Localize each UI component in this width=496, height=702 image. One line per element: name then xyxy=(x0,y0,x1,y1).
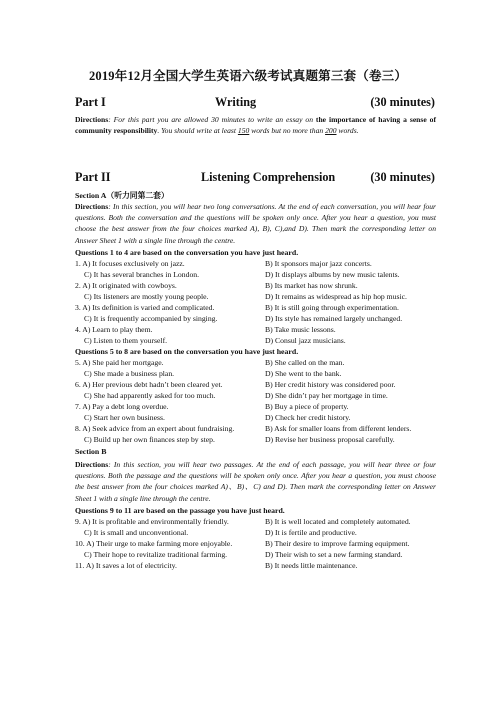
option-a: 11. A) It saves a lot of electricity. xyxy=(75,561,177,570)
essay-topic: the importance of having a sense of community responsibility xyxy=(75,115,436,136)
option-b: B) Their desire to improve farming equipment. xyxy=(265,539,410,548)
option-d: D) Its style has remained largely unchanged. xyxy=(265,314,403,323)
question-row xyxy=(75,380,436,391)
option-c: C) Build up her own finances step by step. xyxy=(84,435,215,444)
part2-label: Part II xyxy=(75,170,111,184)
option-b: B) Take music lessons. xyxy=(265,325,336,334)
option-a: 2. A) It originated with cowboys. xyxy=(75,281,177,290)
part1-label: Part I xyxy=(75,95,106,109)
option-d: D) Consul jazz musicians. xyxy=(265,336,346,345)
option-c: C) Its listeners are mostly young people. xyxy=(84,292,209,301)
question-row xyxy=(75,325,436,336)
option-b: B) Buy a piece of property. xyxy=(265,402,349,411)
question-row xyxy=(75,336,436,347)
option-a: 10. A) Their urge to make farming more enjoyable. xyxy=(75,539,233,548)
question-row xyxy=(75,292,436,303)
option-a: 9. A) It is profitable and environmentally friendly. xyxy=(75,517,229,526)
option-c: C) It is small and unconventional. xyxy=(84,528,189,537)
part2-header xyxy=(75,170,435,188)
option-a: 8. A) Seek advice from an expert about fundraising. xyxy=(75,424,235,433)
option-d: D) Check her credit history. xyxy=(265,413,351,422)
option-c: C) Listen to them yourself. xyxy=(84,336,168,345)
question-row xyxy=(75,517,436,528)
option-d: D) It displays albums by new music talents. xyxy=(265,270,400,279)
option-a: 3. A) Its definition is varied and complicated. xyxy=(75,303,215,312)
part2-name: Listening Comprehension xyxy=(201,170,336,184)
option-a: 6. A) Her previous debt hadn’t been cleared yet. xyxy=(75,380,223,389)
question-row xyxy=(75,303,436,314)
option-b: B) Her credit history was considered poor. xyxy=(265,380,396,389)
option-c: C) Start her own business. xyxy=(84,413,165,422)
option-b: B) She called on the man. xyxy=(265,358,345,367)
question-group-heading: Questions 5 to 8 are based on the conversation you have just heard. xyxy=(75,347,299,356)
question-row xyxy=(75,402,436,413)
option-b: B) It sponsors major jazz concerts. xyxy=(265,259,372,268)
option-d: D) Revise her business proposal carefully. xyxy=(265,435,395,444)
option-d: D) It remains as widespread as hip hop music. xyxy=(265,292,407,301)
part1-directions-label: Directions xyxy=(75,115,109,124)
section-a-directions: Directions: In this section, you will hear two long conversations. At the end of each conversation, you will hear four questions. Both the conversation and the questions will be spoken only once. After you hear a question, you must choose the best answer from the four choices marked A), B), C),and D). Then mark the corresponding letter on Answer Sheet 1 with a single line through the centre. xyxy=(75,202,436,245)
option-c: C) Their hope to revitalize traditional farming. xyxy=(84,550,228,559)
question-row xyxy=(75,281,436,292)
option-a: 7. A) Pay a debt long overdue. xyxy=(75,402,169,411)
option-a: 5. A) She paid her mortgage. xyxy=(75,358,164,367)
question-row xyxy=(75,314,436,325)
option-c: C) She made a business plan. xyxy=(84,369,175,378)
option-c: C) It has several branches in London. xyxy=(84,270,200,279)
section-a-heading: Section A（听力同第二套） xyxy=(75,191,169,200)
option-b: B) It is well located and completely automated. xyxy=(265,517,411,526)
section-b-directions: Directions: In this section, you will hear two passages. At the end of each passage, you will hear three or four questions. Both the passage and the questions will be spoken only once. After you hear a question, you must choose the best answer from the four choices marked A)、B)、C) and D). Then mark the corresponding letter on Answer Sheet 1 with a single line through the centre. xyxy=(75,460,436,503)
question-row xyxy=(75,561,436,572)
question-row xyxy=(75,539,436,550)
question-row xyxy=(75,424,436,435)
option-d: D) She didn’t pay her mortgage in time. xyxy=(265,391,388,400)
question-group-heading: Questions 1 to 4 are based on the conversation you have just heard. xyxy=(75,248,299,257)
question-row xyxy=(75,435,436,446)
question-row xyxy=(75,391,436,402)
option-b: B) It is still going through experimentation. xyxy=(265,303,399,312)
question-group-heading: Questions 9 to 11 are based on the passage you have just heard. xyxy=(75,506,285,515)
part2-time: (30 minutes) xyxy=(370,170,435,184)
page-title: 2019年12月全国大学生英语六级考试真题第三套（卷三） xyxy=(88,69,408,83)
part1-directions: Directions: For this part you are allowed 30 minutes to write an essay on the importance of having a sense of community responsibility. You should write at least 150 words but no more than 200 words. xyxy=(75,115,436,136)
question-row xyxy=(75,259,436,270)
question-row xyxy=(75,413,436,424)
option-c: C) It is frequently accompanied by singing. xyxy=(84,314,218,323)
max-words: 200 xyxy=(325,126,337,136)
part1-header xyxy=(75,95,435,113)
option-b: B) Its market has now shrunk. xyxy=(265,281,358,290)
question-row xyxy=(75,270,436,281)
question-row xyxy=(75,369,436,380)
question-row xyxy=(75,550,436,561)
part1-name: Writing xyxy=(215,95,257,109)
option-a: 1. A) It focuses exclusively on jazz. xyxy=(75,259,185,268)
option-a: 4. A) Learn to play them. xyxy=(75,325,153,334)
section-b-heading: Section B xyxy=(75,447,107,456)
option-d: D) She went to the bank. xyxy=(265,369,342,378)
question-row xyxy=(75,528,436,539)
option-c: C) She had apparently asked for too much. xyxy=(84,391,216,400)
option-b: B) It needs little maintenance. xyxy=(265,561,358,570)
option-d: D) Their wish to set a new farming standard. xyxy=(265,550,403,559)
option-d: D) It is fertile and productive. xyxy=(265,528,357,537)
question-row xyxy=(75,358,436,369)
part1-time: (30 minutes) xyxy=(370,95,435,109)
min-words: 150 xyxy=(237,126,250,136)
option-b: B) Ask for smaller loans from different lenders. xyxy=(265,424,412,433)
